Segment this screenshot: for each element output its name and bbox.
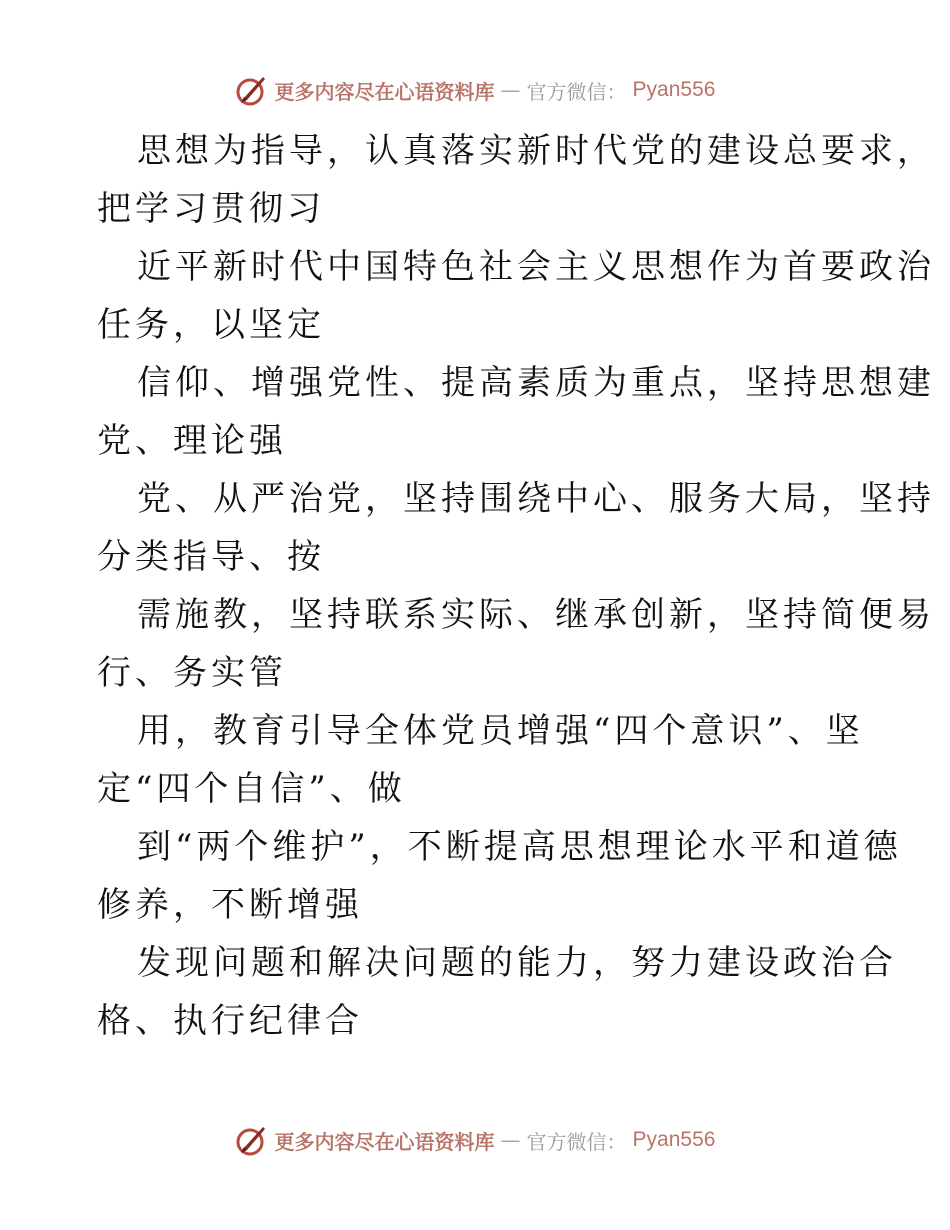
paragraph-line-1: 信仰、增强党性、提高素质为重点，坚持思想建 [137, 363, 935, 403]
header-wechat-id: Pyan556 [632, 78, 716, 101]
paragraph-line-2: 把学习贯彻习 [97, 189, 325, 229]
paragraph-line-2: 行、务实管 [97, 653, 287, 693]
paragraph [97, 470, 935, 586]
footer-separator: — [500, 1128, 521, 1152]
paragraph-line-1: 党、从严治党，坚持围绕中心、服务大局，坚持 [137, 479, 935, 519]
paragraph-line-1: 到“两个维护”，不断提高思想理论水平和道德 [137, 827, 902, 867]
header-watermark-banner [0, 70, 950, 110]
paragraph-line-1: 发现问题和解决问题的能力，努力建设政治合 [137, 943, 897, 983]
paragraph [97, 934, 897, 1050]
quill-logo-icon [235, 1123, 269, 1157]
quill-logo-icon [235, 73, 269, 107]
paragraph-line-2: 任务，以坚定 [97, 305, 325, 345]
document-body [97, 122, 935, 1050]
footer-brand-text: 更多内容尽在心语资料库 [274, 1129, 495, 1154]
paragraph [97, 238, 935, 354]
paragraph [97, 586, 935, 702]
paragraph-line-1: 用，教育引导全体党员增强“四个意识”、坚 [137, 711, 864, 751]
header-wechat-label: 官方微信： [526, 79, 627, 104]
paragraph-line-1: 近平新时代中国特色社会主义思想作为首要政治 [137, 247, 935, 287]
paragraph [97, 702, 877, 818]
paragraph-line-2: 党、理论强 [97, 421, 287, 461]
header-separator: — [500, 78, 521, 102]
paragraph-line-2: 分类指导、按 [97, 537, 325, 577]
paragraph [97, 818, 902, 934]
paragraph [97, 122, 935, 238]
footer-watermark-banner [0, 1120, 950, 1160]
paragraph-line-2: 定“四个自信”、做 [97, 769, 406, 809]
footer-wechat-label: 官方微信： [526, 1129, 627, 1154]
paragraph-line-1: 思想为指导，认真落实新时代党的建设总要求， [137, 131, 935, 171]
paragraph-line-1: 需施教，坚持联系实际、继承创新，坚持简便易 [137, 595, 935, 635]
footer-wechat-id: Pyan556 [632, 1128, 716, 1151]
header-brand-text: 更多内容尽在心语资料库 [274, 79, 495, 104]
paragraph-line-2: 格、执行纪律合 [97, 1001, 363, 1041]
paragraph [97, 354, 935, 470]
paragraph-line-2: 修养，不断增强 [97, 885, 363, 925]
